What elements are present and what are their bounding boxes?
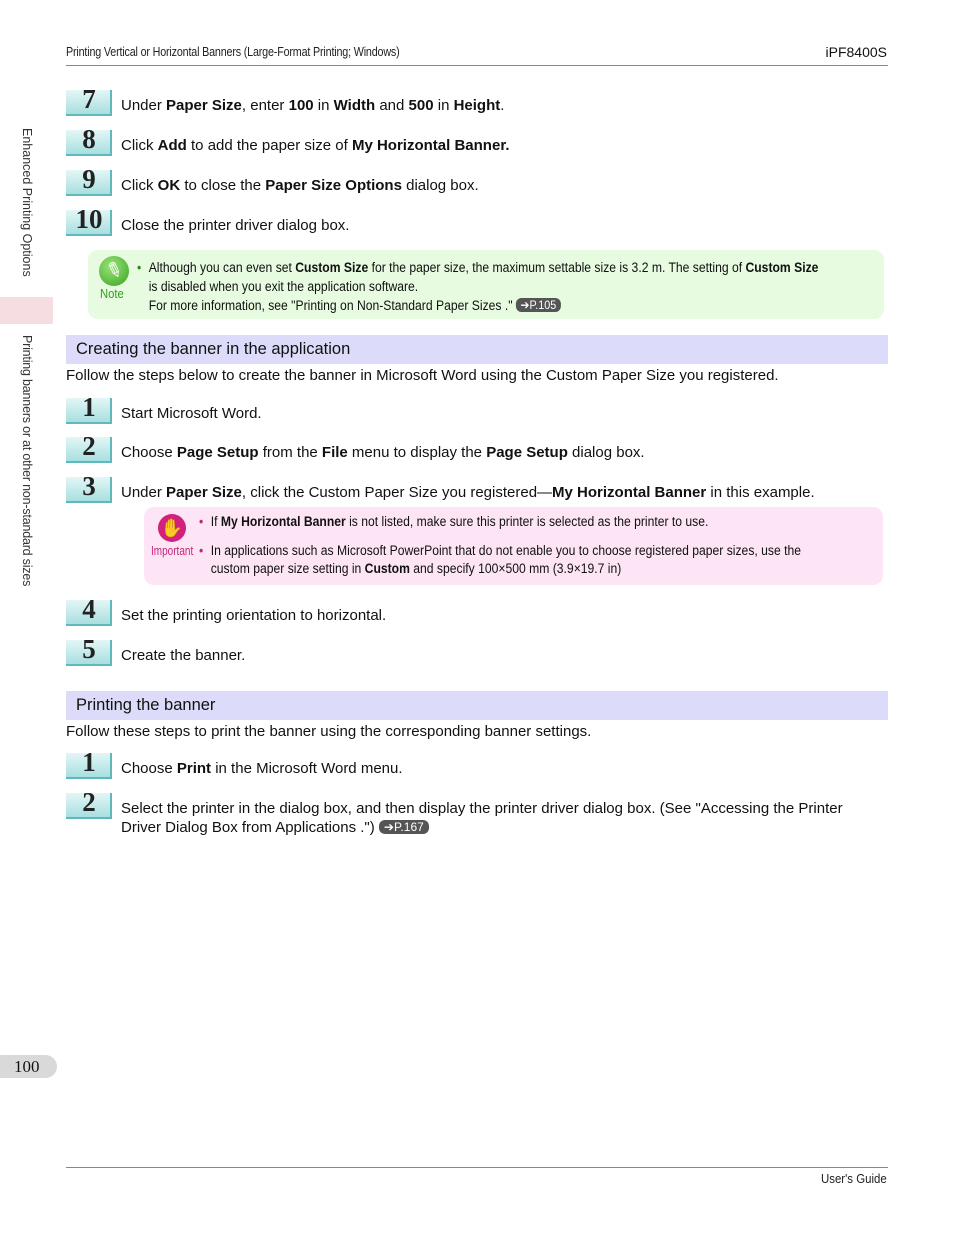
sidebar-section-label: Printing banners or at other non-standard sizes [20,335,34,587]
step-1 [66,392,888,424]
page-reference-link[interactable]: ➔P.105 [516,298,561,312]
important-callout [144,507,883,585]
step-text: Create the banner. [121,647,246,664]
bullet-icon: • [199,514,204,529]
note-callout [88,250,884,319]
page-reference-link[interactable]: ➔P.167 [379,820,429,834]
step-2-print [66,787,888,837]
sidebar-tab-marker [0,297,53,324]
list-item: • In applications such as Microsoft PowerPoint that do not enable you to choose registered paper sizes, use the custom paper size setting in Custom and specify 100×500 mm (3.9×19.7 in) [199,543,802,576]
step-number-badge: 9 [66,170,112,196]
list-item: • If My Horizontal Banner is not listed, make sure this printer is selected as the printer to use. [199,514,709,529]
step-text: Click OK to close the Paper Size Options dialog box. [121,177,479,194]
note-text: • Although you can even set Custom Size for the paper size, the maximum settable size is 3.2 m. The setting of Custom Size is disabled when you exit the application software. For more information, see "Printing on Non-Standard Paper Sizes ." ➔P.105 [137,260,819,313]
step-text: Set the printing orientation to horizontal. [121,607,387,624]
step-number-badge: 3 [66,477,112,503]
important-label: Important [151,544,194,558]
step-3 [66,471,888,503]
running-header-title: Printing Vertical or Horizontal Banners (Large-Format Printing; Windows) [66,45,400,59]
step-text: Under Paper Size, enter 100 in Width and 500 in Height. [121,97,505,114]
step-4 [66,594,888,626]
step-9 [66,164,888,196]
pencil-icon: ✎ [99,256,129,286]
section-intro: Follow the steps below to create the banner in Microsoft Word using the Custom Paper Size you registered. [66,367,779,384]
header-divider [66,65,888,66]
section-intro: Follow these steps to print the banner using the corresponding banner settings. [66,723,592,740]
step-text: Close the printer driver dialog box. [121,217,350,234]
model-name: iPF8400S [825,44,887,60]
footer-divider [66,1167,888,1168]
step-number-badge: 1 [66,753,112,779]
sidebar-chapter-label: Enhanced Printing Options [20,128,34,277]
page-number: 100 [0,1055,57,1078]
section-heading-printing-banner: Printing the banner [66,691,888,720]
step-number-badge: 10 [66,210,112,236]
step-text: Select the printer in the dialog box, and then display the printer driver dialog box. (See "Accessing the Printer Driver Dialog Box from Applications .") ➔P.167 [121,800,843,836]
step-1-print [66,747,888,779]
step-number-badge: 7 [66,90,112,116]
step-number-badge: 4 [66,600,112,626]
step-10 [66,204,888,236]
bullet-icon: • [137,260,142,275]
section-heading-creating-banner: Creating the banner in the application [66,335,888,364]
important-text [199,513,801,578]
step-text: Under Paper Size, click the Custom Paper Size you registered—My Horizontal Banner in this example. [121,484,815,501]
note-label: Note [100,287,124,301]
step-number-badge: 2 [66,793,112,819]
step-number-badge: 8 [66,130,112,156]
step-5 [66,634,888,666]
step-8 [66,124,888,156]
step-text: Choose Page Setup from the File menu to display the Page Setup dialog box. [121,444,645,461]
step-7 [66,84,888,116]
bullet-icon: • [199,543,204,558]
step-2 [66,431,888,463]
step-number-badge: 5 [66,640,112,666]
step-number-badge: 1 [66,398,112,424]
hand-stop-icon: ✋ [158,514,186,542]
step-text: Choose Print in the Microsoft Word menu. [121,760,403,777]
step-text: Click Add to add the paper size of My Horizontal Banner. [121,137,510,154]
footer-guide-title: User's Guide [821,1171,887,1186]
step-number-badge: 2 [66,437,112,463]
step-text: Start Microsoft Word. [121,405,262,422]
